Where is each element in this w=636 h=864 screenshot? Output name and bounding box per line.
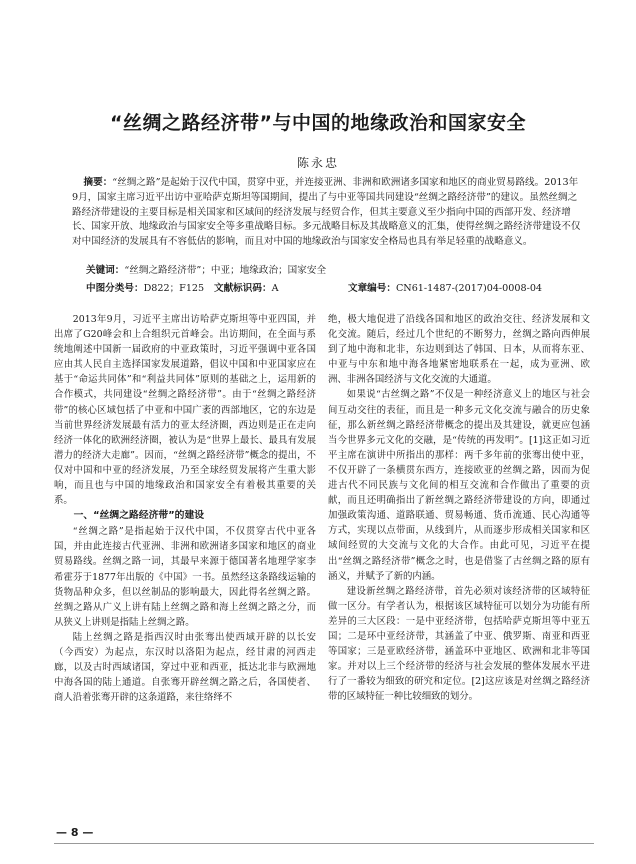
keywords-text: “丝绸之路经济带”；中亚；地缘政治；国家安全: [124, 265, 327, 276]
document-code: 文献标识码：A: [214, 283, 279, 294]
body-paragraph: “丝绸之路”是指起始于汉代中国，不仅贯穿古代中亚各国，并由此连接古代亚洲、非洲和欧洲诸多国家和地区的商业贸易路线。丝绸之路一词，其最早来源于德国著名地理学家李希霍芬于1877年出版的《中国》一书。虽然经这条路线运输的货物品种众多，但以丝制品的影响最大，因此得名丝绸之路。丝绸之路从广义上讲有陆上丝绸之路和海上丝绸之路之分，而从狭义上讲则是指陆上丝绸之路。: [54, 526, 316, 628]
body-paragraph: 2013年9月，习近平主席出访哈萨克斯坦等中亚四国，并出席了G20峰会和上合组织元首峰会。出访期间，在全面与系统地阐述中国新一届政府的中亚政策时，习近平强调中亚各国应由其人民自主选择国家发展道路，倡议中国和中亚国家应在基于“命运共同体”和“利益共同体”原则的基础之上，运用新的合作模式，共同建设“丝绸之路经济带”。由于“丝绸之路经济带”的核心区域包括了中亚和中国广袤的西部地区，它的东边是当前世界经济发展最有活力的亚太经济圈，西边则是正在走向经济一体化的欧洲经济圈，被认为是“世界上最长、最具有发展潜力的经济大走廊”。因而，“丝绸之路经济带”概念的提出，不仅对中国和中亚的经济发展，乃至全球经贸发展将产生重大影响，而且也与中国的地缘政治和国家安全有着极其重要的关系。: [54, 314, 316, 507]
article-title: “丝绸之路经济带”与中国的地缘政治和国家安全: [110, 112, 526, 134]
body-paragraph: 如果说“古丝绸之路”不仅是一种经济意义上的地区与社会间互动交往的表征，而且是一种多元文化交流与融合的历史象征，那么新丝绸之路经济带概念的提出及其建设，就更应包涵当今世界多元文化的交融，是“传统的再发明”。[1]这正如习近平主席在演讲中所指出的那样：两千多年前的张骞出使中亚，不仅开辟了一条横贯东西方，连接欧亚的丝绸之路，因而为促进古代不同民族与文化间的相互交流和合作做出了重要的贡献，而且还明确指出了新丝绸之路经济带建设的方向，即通过加强政策沟通、道路联通、贸易畅通、货币流通、民心沟通等方式，实现以点带面，从线到片，从而逐步形成相关国家和区域间经贸的大交流与文化的大合作。由此可见，习近平在提出“丝绸之路经济带”概念之时，也是借鉴了古丝绸之路的原有涵义，并赋予了新的内涵。: [328, 389, 590, 582]
keywords: [86, 264, 586, 278]
abstract-text: “丝绸之路”是起始于汉代中国，贯穿中亚，并连接亚洲、非洲和欧洲诸多国家和地区的商业贸易路线。2013年9月，国家主席习近平出访中亚哈萨克斯坦等国期间，提出了与中亚等国共同建设“丝绸之路经济带”的建议。虽然丝绸之路经济带建设的主要目标是相关国家和区域间的经济发展与经贸合作，但其主要意义至少指向中国的西部开发、经济增长、国家开放、地缘政治与国家安全等多重战略目标。多元战略目标及其战略意义的汇集，使得丝绸之路经济带建设不仅对中国经济的发展具有不容低估的影响，而且对中国的地缘政治与国家安全格局也具有举足轻重的战略意义。: [72, 177, 581, 248]
clc-code: 中图分类号：D822；F125: [86, 283, 205, 294]
abstract-label: 摘要：: [83, 177, 113, 188]
body-paragraph: 陆上丝绸之路是指西汉时由张骞出使西域开辟的以长安（今西安）为起点，东汉时以洛阳为起点，经甘肃的河西走廊，以及古时西域诸国，穿过中亚和西亚，抵达北非与欧洲地中海各国的陆上通道。自张骞开辟丝绸之路之后，各国使者、商人沿着张骞开辟的这条道路，来往络绎不: [54, 631, 316, 704]
body-column-left: [54, 312, 316, 705]
section-heading: 一、“丝绸之路经济带”的建设: [73, 510, 205, 522]
body-paragraph: 建设新丝绸之路经济带，首先必须对该经济带的区域特征做一区分。有学者认为，根据该区域特征可以划分为功能有所差异的三大区段：一是中亚经济带，包括哈萨克斯坦等中亚五国；二是环中亚经济带，其涵盖了中亚、俄罗斯、南亚和西亚等国家；三是亚欧经济带，涵盖环中亚地区、欧洲和北非等国家。并对以上三个经济带的经济与社会发展的整体发展水平进行了一番较为细致的研究和定位。[2]这应该是对丝绸之路经济带的区域特征一种比较细致的划分。: [328, 585, 590, 703]
footer-divider: [54, 843, 594, 844]
page-number: — 8 —: [56, 826, 94, 839]
abstract: [72, 176, 582, 250]
abstract-paragraph: [72, 176, 582, 250]
article-number: 文章编号：CN61-1487-(2017)04-0008-04: [348, 283, 543, 294]
body-column-right: [328, 312, 590, 704]
keywords-label: 关键词：: [86, 265, 125, 276]
article-author: 陈永忠: [296, 156, 339, 170]
body-paragraph: 绝，极大地促进了沿线各国和地区的政治交往、经济发展和文化交流。随后，经过几个世纪的不断努力，丝绸之路向西伸展到了地中海和北非，东边则到达了韩国、日本，从而将东亚、中亚与中东和地中海各地紧密地联系在一起，成为亚洲、欧洲、非洲各国经济与文化交流的大通道。: [328, 314, 590, 386]
